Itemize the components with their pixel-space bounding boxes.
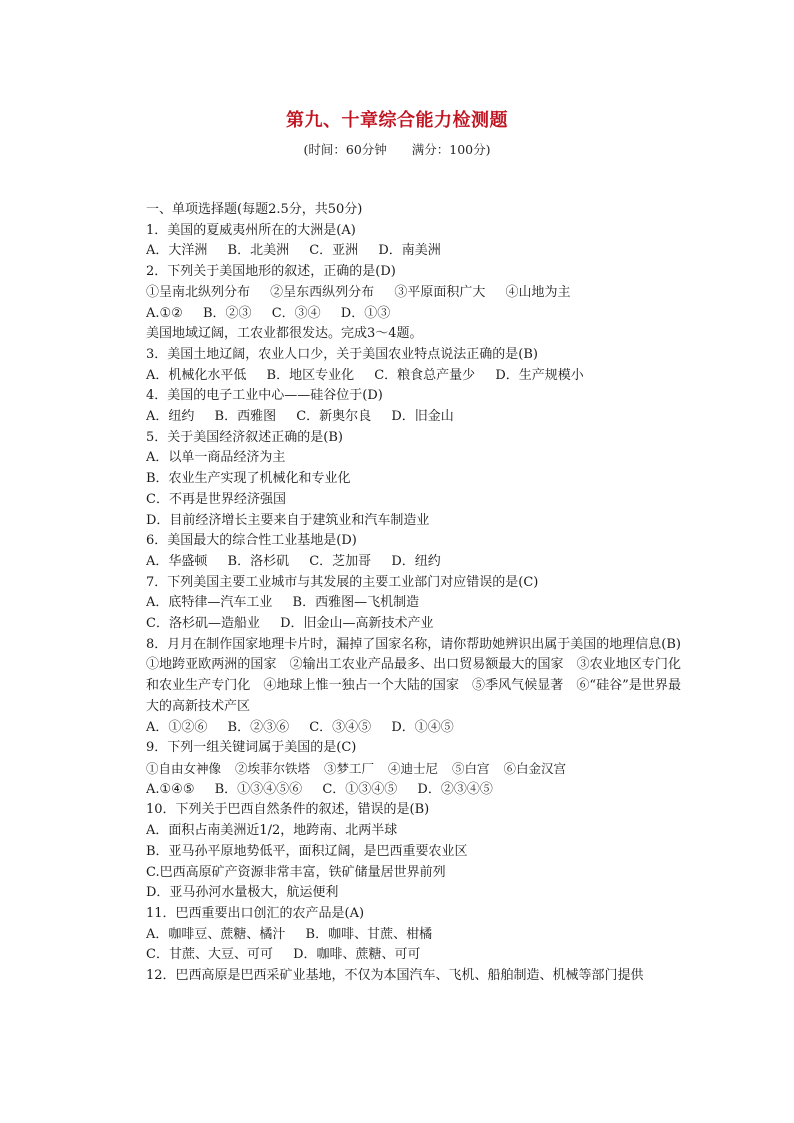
option-b: B．②③ <box>202 305 252 321</box>
question-2-statements <box>146 283 681 304</box>
question-5-stem: 5．关于美国经济叙述正确的是(B) <box>146 429 343 445</box>
option-a: A.①④⑤ <box>146 781 195 797</box>
statement-3: ③梦工厂 <box>324 760 375 776</box>
option-a: A．大洋洲 <box>146 243 208 259</box>
question-2-stem: 2．下列关于美国地形的叙述，正确的是(D) <box>146 264 396 280</box>
option-a: A.①② <box>146 305 183 321</box>
option-d: D．②③④⑤ <box>417 781 493 797</box>
option-b: B．洛杉矶 <box>227 553 290 569</box>
question-4-options <box>146 407 681 428</box>
option-b: B．西雅图 <box>214 409 277 425</box>
statement-5: ⑤白宫 <box>452 760 490 776</box>
option-a: A．面积占南美洲近1/2，地跨南、北两半球 <box>146 823 398 839</box>
option-b: B．①③④⑤⑥ <box>214 781 303 797</box>
option-c: C．不再是世界经济强国 <box>146 491 286 507</box>
option-a: A．机械化水平低 <box>146 367 247 383</box>
option-c: C．芝加哥 <box>309 553 372 569</box>
question-9-stem: 9．下列一组关键词属于美国的是(C) <box>146 740 357 756</box>
option-c: C．①③④⑤ <box>322 781 398 797</box>
question-10-stem: 10．下列关于巴西自然条件的叙述，错误的是(B) <box>146 802 430 818</box>
group-intro-3-4: 美国地域辽阔，工农业都很发达。完成3～4题。 <box>146 326 423 342</box>
question-list <box>146 200 681 987</box>
option-b: B．农业生产实现了机械化和专业化 <box>146 471 351 487</box>
question-3-stem: 3．美国土地辽阔，农业人口少，关于美国农业特点说法正确的是(B) <box>146 346 538 362</box>
option-a: A．纽约 <box>146 409 195 425</box>
option-c: C．亚洲 <box>309 243 359 259</box>
question-11-options-cd <box>146 945 681 966</box>
question-12-stem: 12．巴西高原是巴西采矿业基地，不仅为本国汽车、飞机、船舶制造、机械等部门提供 <box>146 968 644 984</box>
option-d: D．亚马孙河水量极大，航运便利 <box>146 885 339 901</box>
option-b: B．②③⑥ <box>227 719 290 735</box>
option-c: C．粮食总产量少 <box>374 367 476 383</box>
question-8-stem: 8．月月在制作国家地理卡片时，漏掉了国家名称，请你帮助她辨识出属于美国的地理信息(B) <box>146 636 681 652</box>
option-d: D．咖啡、蔗糖、可可 <box>293 947 421 963</box>
option-d: D．旧金山—高新技术产业 <box>280 616 434 632</box>
option-c: C．新奥尔良 <box>296 409 372 425</box>
page-title: 第九、十章综合能力检测题 <box>286 110 508 131</box>
statement-4: ④迪士尼 <box>388 760 439 776</box>
option-d: D．生产规模小 <box>495 367 584 383</box>
option-b: B．地区专业化 <box>266 367 355 383</box>
question-4-stem: 4．美国的电子工业中心——硅谷位于(D) <box>146 388 383 404</box>
option-b: B．西雅图—飞机制造 <box>292 595 420 611</box>
option-b: B．咖啡、甘蔗、柑橘 <box>305 926 433 942</box>
statement-2: ②呈东西纵列分布 <box>270 284 375 300</box>
statement-4: ④山地为主 <box>505 284 571 300</box>
statement-3: ③平原面积广大 <box>394 284 486 300</box>
question-1-stem: 1．美国的夏威夷州所在的大洲是(A) <box>146 222 356 238</box>
option-a: A．①②⑥ <box>146 719 208 735</box>
question-7-stem: 7．下列美国主要工业城市与其发展的主要工业部门对应错误的是(C) <box>146 574 539 590</box>
option-a: A．咖啡豆、蔗糖、橘汁 <box>146 926 286 942</box>
option-d: D．目前经济增长主要来自于建筑业和汽车制造业 <box>146 512 430 528</box>
question-7-options-cd <box>146 614 681 635</box>
question-6-options <box>146 552 681 573</box>
option-d: D．南美洲 <box>378 243 441 259</box>
option-d: D．旧金山 <box>391 409 454 425</box>
section-heading: 一、单项选择题(每题2.5分，共50分) <box>146 202 363 217</box>
option-c: C．甘蔗、大豆、可可 <box>146 947 273 963</box>
option-a: A．底特律—汽车工业 <box>146 595 273 611</box>
option-c: C.巴西高原矿产资源非常丰富，铁矿储量居世界前列 <box>146 864 446 880</box>
question-11-stem: 11．巴西重要出口创汇的农产品是(A) <box>146 905 365 921</box>
question-3-options <box>146 366 681 387</box>
statement-1: ①呈南北纵列分布 <box>146 284 251 300</box>
question-8-options <box>146 718 681 739</box>
option-a: A．以单一商品经济为主 <box>146 450 286 466</box>
option-c: C．洛杉矶—造船业 <box>146 616 260 632</box>
statement-6: ⑥白金汉宫 <box>503 760 567 776</box>
option-c: C．③④⑤ <box>309 719 372 735</box>
question-7-options-ab <box>146 593 681 614</box>
option-b: B．亚马孙平原地势低平，面积辽阔，是巴西重要农业区 <box>146 843 468 859</box>
question-8-statements: ①地跨亚欧两洲的国家 ②输出工农业产品最多、出口贸易额最大的国家 ③农业地区专门化和农业生产专门化 ④地球上惟一独占一个大陆的国家 ⑤季风气候显著 ⑥“硅谷”是世界最大的高新技术产区 <box>146 657 681 714</box>
question-2-options <box>146 304 681 325</box>
statement-1: ①自由女神像 <box>146 760 222 776</box>
question-1-options <box>146 241 681 262</box>
option-d: D．纽约 <box>391 553 441 569</box>
question-6-stem: 6．美国最大的综合性工业基地是(D) <box>146 533 357 549</box>
question-9-statements <box>146 759 681 780</box>
question-9-options <box>146 780 681 801</box>
exam-info: (时间：60分钟 满分：100分) <box>303 142 491 157</box>
option-a: A．华盛顿 <box>146 553 208 569</box>
option-b: B．北美洲 <box>227 243 290 259</box>
option-c: C．③④ <box>271 305 321 321</box>
question-11-options-ab <box>146 925 681 946</box>
option-d: D．①④⑤ <box>391 719 454 735</box>
option-d: D．①③ <box>340 305 391 321</box>
statement-2: ②埃菲尔铁塔 <box>235 760 311 776</box>
